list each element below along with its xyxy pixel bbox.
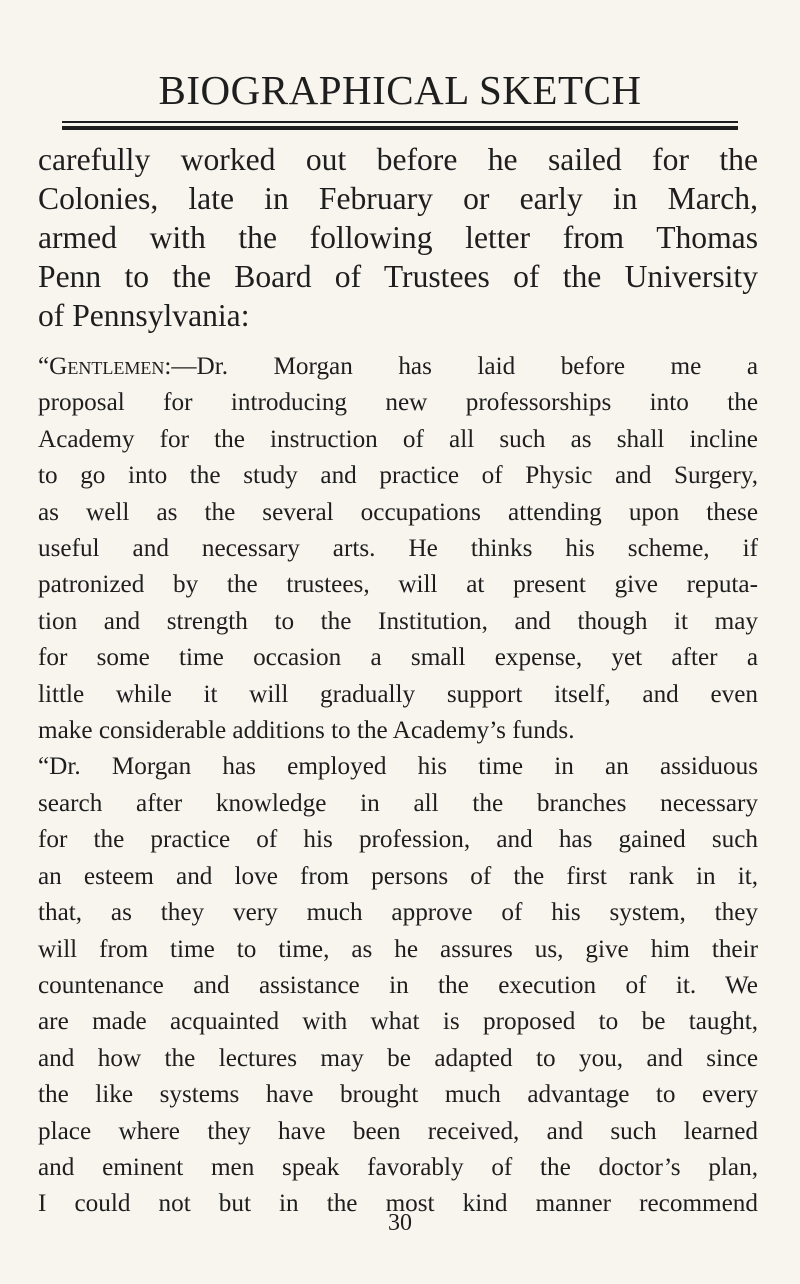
letter-line: I could not but in the most kind manner recommend <box>38 1190 758 1218</box>
letter-line: the like systems have brought much advantage to every <box>38 1081 758 1109</box>
letter-line-text: —Dr. Morgan has laid before me a <box>171 353 758 380</box>
letter-salutation: “Gentlemen: <box>38 353 172 380</box>
letter-line: for the practice of his profession, and has gained such <box>38 826 758 854</box>
letter-line: little while it will gradually support itself, and even <box>38 680 758 708</box>
letter-line: tion and strength to the Institution, and though it may <box>38 607 758 635</box>
letter-line: make considerable additions to the Academy’s funds. <box>38 717 575 745</box>
letter-line <box>38 349 758 385</box>
letter-line: to go into the study and practice of Physic and Surgery, <box>38 462 758 490</box>
running-header: BIOGRAPHICAL SKETCH <box>158 67 642 113</box>
letter-line: Academy for the instruction of all such as shall incline <box>38 425 758 453</box>
letter-line: that, as they very much approve of his system, they <box>38 899 758 927</box>
letter-line: as well as the several occupations attending upon these <box>38 498 758 526</box>
letter-line: useful and necessary arts. He thinks his scheme, if <box>38 535 758 563</box>
letter-line: for some time occasion a small expense, yet after a <box>38 644 758 672</box>
letter-line: patronized by the trustees, will at present give reputa- <box>38 571 758 599</box>
intro-line: armed with the following letter from Thomas <box>38 220 758 255</box>
intro-line: of Pennsylvania: <box>38 298 250 333</box>
page-number: 30 <box>388 1210 412 1236</box>
letter-line: search after knowledge in all the branches necessary <box>38 789 758 817</box>
intro-line: Colonies, late in February or early in March, <box>38 181 758 216</box>
letter-line: an esteem and love from persons of the first rank in it, <box>38 862 758 890</box>
header-rule-thin <box>62 121 738 123</box>
letter-line: place where they have been received, and such learned <box>38 1117 758 1145</box>
intro-line: carefully worked out before he sailed for the <box>38 142 758 177</box>
letter-quotation <box>38 349 758 1223</box>
letter-line: will from time to time, as he assures us, give him their <box>38 935 758 963</box>
letter-line: “Dr. Morgan has employed his time in an assiduous <box>38 753 758 781</box>
letter-line: proposal for introducing new professorships into the <box>38 389 758 417</box>
letter-line: are made acquainted with what is proposed to be taught, <box>38 1008 758 1036</box>
letter-line: countenance and assistance in the execution of it. We <box>38 971 758 999</box>
intro-paragraph <box>38 140 758 335</box>
intro-line: Penn to the Board of Trustees of the University <box>38 259 758 294</box>
header-rule-thick <box>62 126 738 130</box>
letter-line: and how the lectures may be adapted to you, and since <box>38 1044 758 1072</box>
letter-line: and eminent men speak favorably of the doctor’s plan, <box>38 1153 758 1181</box>
